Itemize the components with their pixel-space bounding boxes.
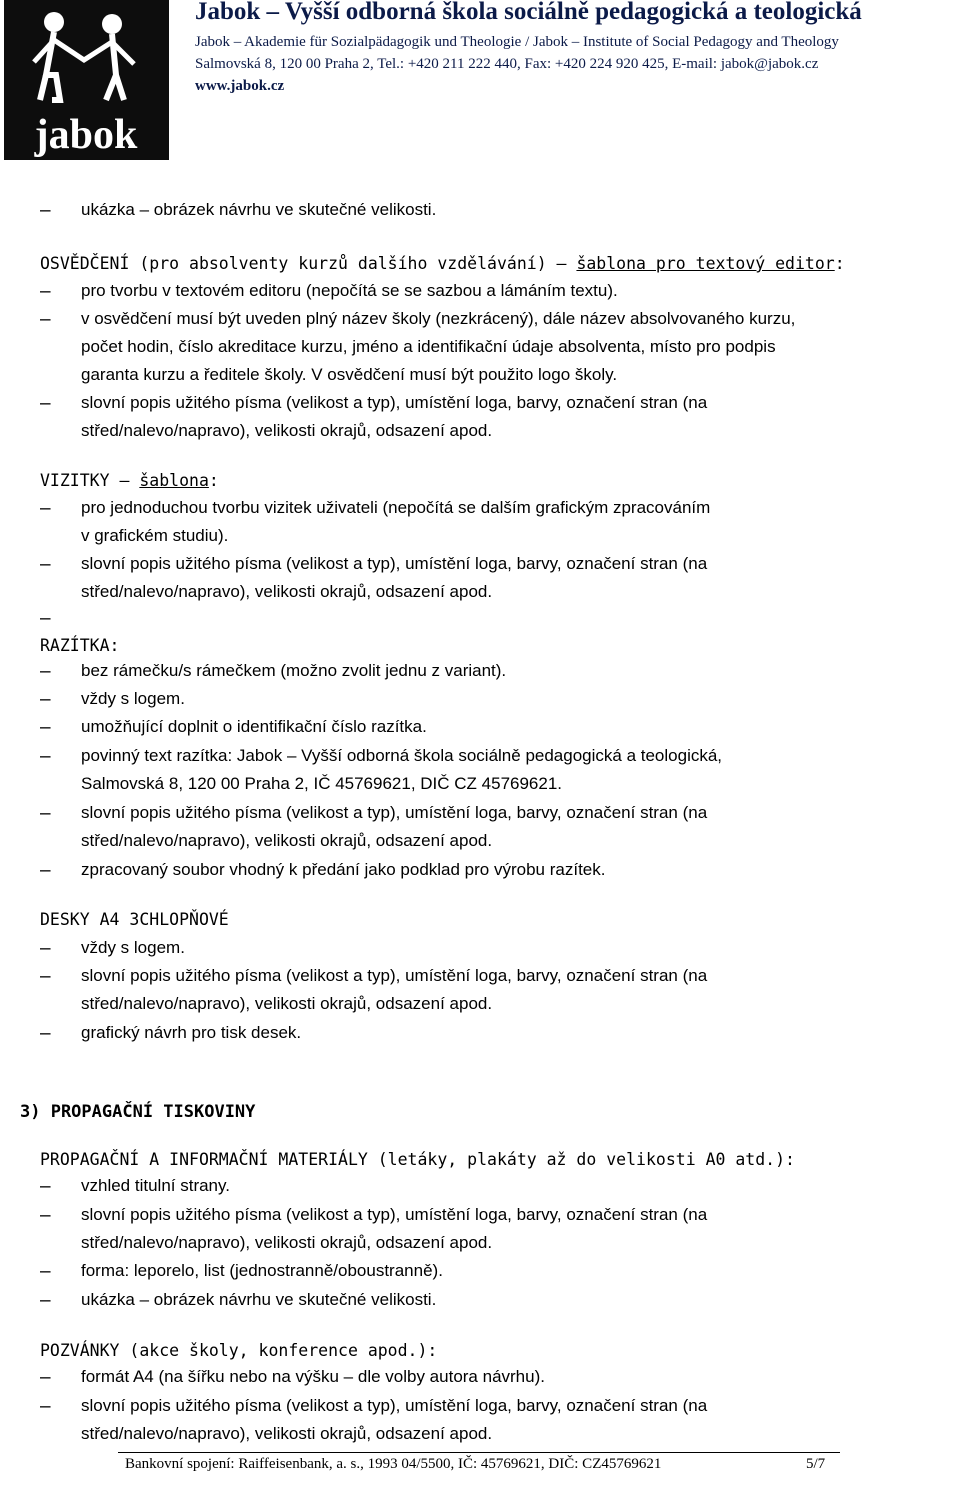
list-item: slovní popis užitého písma (velikost a typ), umístění loga, barvy, označení stran (na bbox=[81, 393, 708, 412]
list-item: slovní popis užitého písma (velikost a typ), umístění loga, barvy, označení stran (na bbox=[81, 554, 708, 573]
list-dash: – bbox=[40, 281, 51, 302]
list-item-continuation: střed/nalevo/napravo), velikosti okrajů, odsazení apod. bbox=[81, 831, 493, 850]
list-item-continuation: střed/nalevo/napravo), velikosti okrajů, odsazení apod. bbox=[81, 994, 493, 1013]
list-item: vždy s logem. bbox=[81, 689, 185, 708]
list-item: grafický návrh pro tisk desek. bbox=[81, 1023, 302, 1042]
section-heading-pozvanky: POZVÁNKY (akce školy, konference apod.): bbox=[40, 1341, 438, 1360]
list-item-continuation: Salmovská 8, 120 00 Praha 2, IČ 45769621, DIČ CZ 45769621. bbox=[81, 774, 563, 793]
list-dash: – bbox=[40, 498, 51, 519]
list-item: bez rámečku/s rámečkem (možno zvolit jednu z variant). bbox=[81, 661, 507, 680]
list-dash: – bbox=[40, 938, 51, 959]
list-dash: – bbox=[40, 966, 51, 987]
template-link-textovy-editor[interactable]: šablona pro textový editor bbox=[576, 254, 835, 273]
list-dash: – bbox=[40, 860, 51, 881]
list-item-continuation: střed/nalevo/napravo), velikosti okrajů, odsazení apod. bbox=[81, 1424, 493, 1443]
list-item: formát A4 (na šířku nebo na výšku – dle volby autora návrhu). bbox=[81, 1367, 545, 1386]
list-dash: – bbox=[40, 689, 51, 710]
list-item: vzhled titulní strany. bbox=[81, 1176, 230, 1195]
list-dash: – bbox=[40, 803, 51, 824]
list-dash: – bbox=[40, 1176, 51, 1197]
list-item: v osvědčení musí být uveden plný název školy (nezkrácený), dále název absolvovaného kurzu, bbox=[81, 309, 796, 328]
list-item: slovní popis užitého písma (velikost a typ), umístění loga, barvy, označení stran (na bbox=[81, 966, 708, 985]
header-website[interactable]: www.jabok.cz bbox=[195, 78, 285, 94]
list-item: slovní popis užitého písma (velikost a typ), umístění loga, barvy, označení stran (na bbox=[81, 803, 708, 822]
list-item-continuation: střed/nalevo/napravo), velikosti okrajů, odsazení apod. bbox=[81, 421, 493, 440]
list-dash: – bbox=[40, 1205, 51, 1226]
list-dash: – bbox=[40, 1261, 51, 1282]
list-dash: – bbox=[40, 1290, 51, 1311]
list-item: forma: leporelo, list (jednostranně/oboustranně). bbox=[81, 1261, 443, 1280]
list-dash: – bbox=[40, 1367, 51, 1388]
header-contact: Salmovská 8, 120 00 Praha 2, Tel.: +420 211 222 440, Fax: +420 224 920 425, E-mail: jabok@jabok.cz bbox=[195, 56, 819, 72]
list-dash: – bbox=[40, 309, 51, 330]
list-item-continuation: v grafickém studiu). bbox=[81, 526, 229, 545]
list-dash: – bbox=[40, 608, 51, 629]
section-heading-desky: DESKY A4 3CHLOPŇOVÉ bbox=[40, 910, 229, 929]
list-dash: – bbox=[40, 393, 51, 414]
list-item: slovní popis užitého písma (velikost a typ), umístění loga, barvy, označení stran (na bbox=[81, 1205, 708, 1224]
list-item: pro tvorbu v textovém editoru (nepočítá se se sazbou a lámáním textu). bbox=[81, 281, 618, 300]
svg-text:jabok: jabok bbox=[34, 112, 138, 158]
section-heading-propagacni-materialy: PROPAGAČNÍ A INFORMAČNÍ MATERIÁLY (letáky, plakáty až do velikosti A0 atd.): bbox=[40, 1150, 795, 1169]
list-item: pro jednoduchou tvorbu vizitek uživateli (nepočítá se dalším grafickým zpracováním bbox=[81, 498, 711, 517]
list-item-continuation: garanta kurzu a ředitele školy. V osvědčení musí být použito logo školy. bbox=[81, 365, 618, 384]
section-heading-razitka: RAZÍTKA: bbox=[40, 636, 120, 655]
list-item: umožňující doplnit o identifikační číslo razítka. bbox=[81, 717, 427, 736]
list-dash: – bbox=[40, 717, 51, 738]
header-subtitle: Jabok – Akademie für Sozialpädagogik und Theologie / Jabok – Institute of Social Pedagogy and Theology bbox=[195, 34, 839, 50]
list-item: ukázka – obrázek návrhu ve skutečné velikosti. bbox=[81, 200, 437, 219]
list-item-continuation: počet hodin, číslo akreditace kurzu, jméno a identifikační údaje absolventa, místo pro podpis bbox=[81, 337, 776, 356]
list-item: povinný text razítka: Jabok – Vyšší odborná škola sociálně pedagogická a teologická, bbox=[81, 746, 723, 765]
list-dash: – bbox=[40, 554, 51, 575]
section-heading-osvedceni: OSVĚDČENÍ (pro absolventy kurzů dalšího vzdělávání) – šablona pro textový editor: bbox=[40, 254, 845, 273]
list-item-continuation: střed/nalevo/napravo), velikosti okrajů, odsazení apod. bbox=[81, 1233, 493, 1252]
jabok-logo bbox=[4, 0, 169, 160]
footer-bank-info: Bankovní spojení: Raiffeisenbank, a. s., 1993 04/5500, IČ: 45769621, DIČ: CZ45769621 bbox=[125, 1456, 662, 1472]
list-dash: – bbox=[40, 200, 51, 221]
list-item: ukázka – obrázek návrhu ve skutečné velikosti. bbox=[81, 1290, 437, 1309]
list-item-continuation: střed/nalevo/napravo), velikosti okrajů, odsazení apod. bbox=[81, 582, 493, 601]
list-item: slovní popis užitého písma (velikost a typ), umístění loga, barvy, označení stran (na bbox=[81, 1396, 708, 1415]
header-title: Jabok – Vyšší odborná škola sociálně pedagogická a teologická bbox=[195, 0, 862, 25]
list-dash: – bbox=[40, 661, 51, 682]
list-dash: – bbox=[40, 1396, 51, 1417]
list-dash: – bbox=[40, 746, 51, 767]
list-item: vždy s logem. bbox=[81, 938, 185, 957]
footer-divider bbox=[118, 1452, 840, 1453]
page-number: 5/7 bbox=[806, 1456, 826, 1472]
section-heading-vizitky: VIZITKY – šablona: bbox=[40, 471, 219, 490]
list-dash: – bbox=[40, 1023, 51, 1044]
section-heading-propagacni-tiskoviny: 3) PROPAGAČNÍ TISKOVINY bbox=[20, 1102, 256, 1122]
list-item: zpracovaný soubor vhodný k předání jako podklad pro výrobu razítek. bbox=[81, 860, 606, 879]
template-link-vizitky[interactable]: šablona bbox=[139, 471, 209, 490]
